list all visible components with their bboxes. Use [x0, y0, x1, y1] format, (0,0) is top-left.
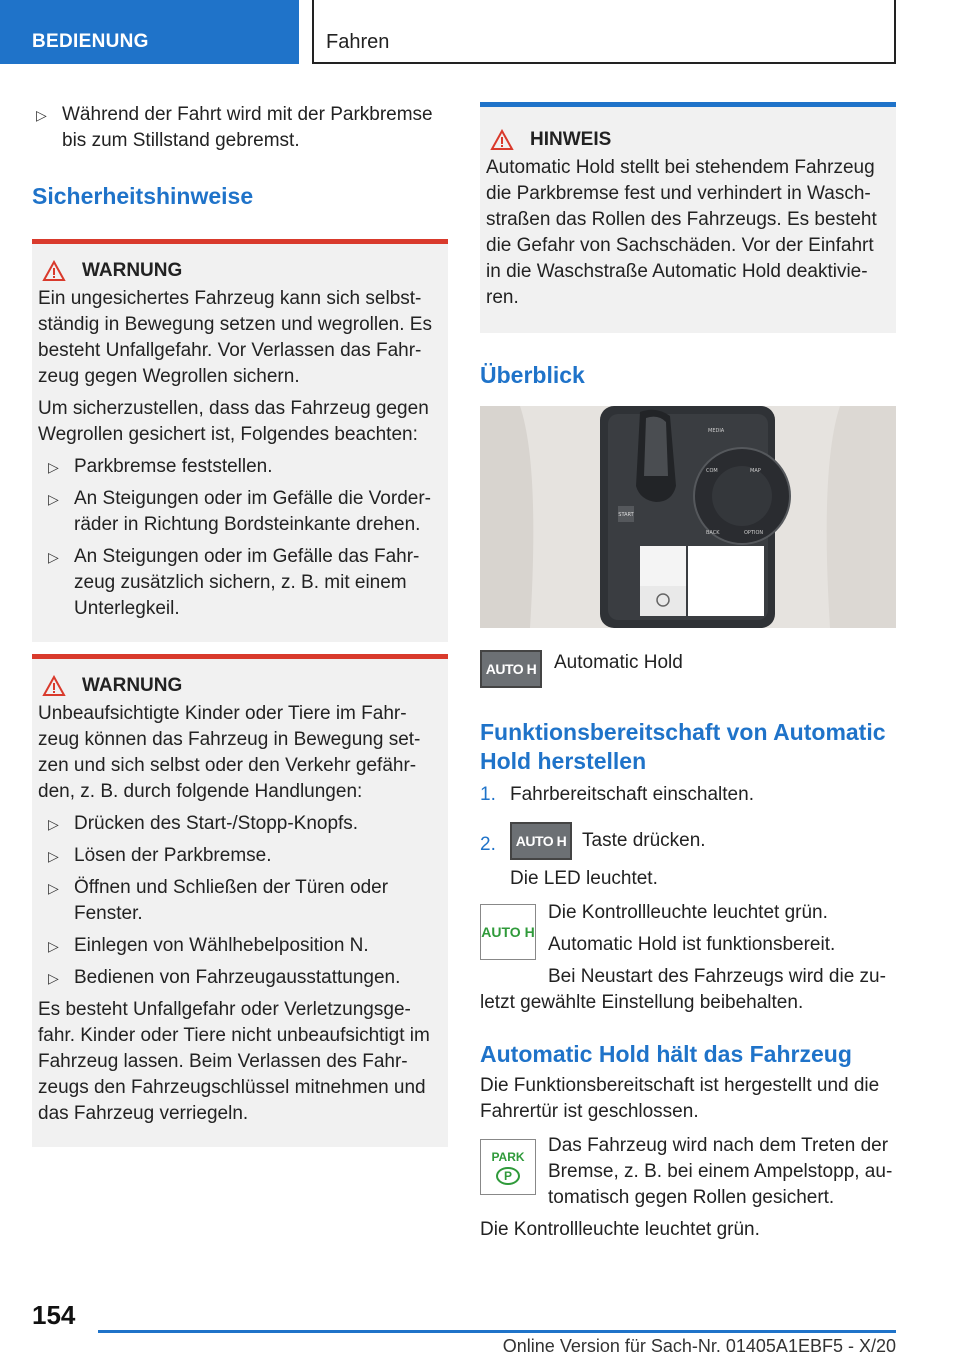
center-console-illustration — [480, 406, 896, 628]
warning-box — [32, 654, 448, 1147]
warning-text: Ein ungesichertes Fahrzeug kann sich selbst-ständig in Bewegung setzen und wegrollen. Es besteht Unfallgefahr. Vor Verlassen das Fahr-zeug gegen Wegrollen sichern. — [38, 288, 432, 387]
list-item: ▷ An Steigungen oder im Gefälle das Fahr-zeug zusätzlich sichern, z. B. mit einem Unterlegkeil. — [48, 546, 420, 619]
start-stop-label: START — [618, 512, 634, 518]
auto-hold-indicator-icon: AUTO H — [480, 904, 536, 960]
list-item: ▷ Öffnen und Schließen der Türen oder Fenster. — [48, 877, 389, 924]
warning-title: WARNUNG — [38, 258, 440, 284]
lamp-text-cont: letzt gewählte Einstellung beibehalten. — [480, 992, 804, 1013]
footer-text: Online Version für Sach-Nr. 01405A1EBF5 - X/20 — [502, 1336, 896, 1356]
list-item: ▷ Drücken des Start-/Stopp-Knopfs. — [38, 811, 440, 837]
com-label: COM — [706, 468, 718, 474]
ready-heading: Funktionsbereitschaft von Automatic Hold herstellen — [480, 719, 886, 774]
triangle-bullet-icon: ▷ — [48, 816, 59, 832]
back-label: BACK — [706, 530, 720, 536]
auto-hold-button-icon: AUTO H — [510, 822, 572, 860]
triangle-bullet-icon: ▷ — [48, 459, 59, 475]
step-item: 1. Fahrbereitschaft einschalten. — [480, 784, 754, 805]
triangle-bullet-icon: ▷ — [48, 880, 59, 896]
section-label: BEDIENUNG — [32, 31, 149, 52]
topic-label: Fahren — [326, 31, 390, 53]
note-text: Automatic Hold stellt bei stehendem Fahrzeug die Parkbremse fest und verhindert in Wasch-straßen das Rollen des Fahrzeugs. Es besteht die Gefahr von Sachschäden. Vor der Einfahrt in die Waschstraße Automatic Hold deaktivie-ren. — [486, 157, 877, 308]
list-item: ▷ Lösen der Parkbremse. — [38, 843, 440, 869]
auto-hold-button-icon: AUTO H — [480, 650, 542, 688]
left-column — [32, 102, 448, 1147]
section-heading: Sicherheitshinweise — [32, 183, 254, 209]
list-item: ▷ An Steigungen oder im Gefälle die Vorder-räder in Richtung Bordsteinkante drehen. — [48, 488, 431, 535]
triangle-bullet-icon: ▷ — [48, 848, 59, 864]
overview-heading: Überblick — [480, 362, 585, 388]
park-p-symbol: P — [496, 1167, 520, 1185]
list-item: ▷ Während der Fahrt wird mit der Parkbremse bis zum Stillstand gebremst. — [36, 104, 433, 151]
list-item: ▷ Parkbremse feststellen. — [38, 454, 440, 480]
triangle-bullet-icon: ▷ — [48, 549, 59, 565]
note-title: HINWEIS — [486, 127, 886, 153]
warning-triangle-icon — [490, 129, 514, 151]
hold-text: Die Kontrollleuchte leuchtet grün. — [480, 1219, 760, 1240]
center-console-photo — [480, 406, 896, 628]
list-item: ▷ Einlegen von Wählhebelposition N. — [38, 933, 440, 959]
triangle-bullet-icon: ▷ — [48, 491, 59, 507]
warning-text: Um sicherzustellen, dass das Fahrzeug gegen Wegrollen gesichert ist, Folgendes beachten: — [38, 398, 429, 445]
note-box — [480, 102, 896, 333]
map-label: MAP — [750, 468, 761, 474]
led-text: Die LED leuchtet. — [510, 868, 658, 889]
option-label: OPTION — [744, 530, 764, 536]
triangle-bullet-icon: ▷ — [48, 938, 59, 954]
triangle-bullet-icon: ▷ — [36, 107, 47, 123]
park-text: Das Fahrzeug wird nach dem Treten der Bremse, z. B. bei einem Ampelstopp, au-tomatisch gegen Rollen gesichert. — [548, 1135, 893, 1208]
media-label: MEDIA — [708, 428, 725, 434]
section-tab — [0, 0, 299, 64]
button-caption: Automatic Hold — [554, 652, 683, 673]
park-indicator-icon: PARK P — [480, 1139, 536, 1195]
hold-text: Die Funktionsbereitschaft ist hergestellt und die Fahrertür ist geschlossen. — [480, 1075, 880, 1122]
list-item: ▷ Bedienen von Fahrzeugausstattungen. — [38, 965, 440, 991]
hold-heading: Automatic Hold hält das Fahrzeug — [480, 1041, 852, 1067]
button-legend — [480, 650, 896, 688]
step-item: 2. AUTO H Taste drücken. — [480, 822, 896, 860]
warning-text: Unbeaufsichtigte Kinder oder Tiere im Fahr-zeug können das Fahrzeug in Bewegung set-zen und sich selbst oder den Verkehr gefähr-den, z. B. durch folgende Handlungen: — [38, 703, 421, 802]
lamp-text: Die Kontrollleuchte leuchtet grün. Automatic Hold ist funktionsbereit. Bei Neustart des Fahrzeugs wird die zu- — [548, 902, 886, 987]
park-block — [480, 1133, 896, 1211]
warning-triangle-icon — [42, 675, 66, 697]
warning-text: Es besteht Unfallgefahr oder Verletzungsge-fahr. Kinder oder Tiere nicht unbeaufsichtigt im Fahrzeug lassen. Beim Verlassen des Fahr-zeugs den Fahrzeugschlüssel mitnehmen und das Fahrzeug verriegeln. — [38, 999, 430, 1124]
right-column — [480, 102, 896, 1243]
page-number: 154 — [32, 1300, 76, 1330]
warning-triangle-icon — [42, 260, 66, 282]
triangle-bullet-icon: ▷ — [48, 970, 59, 986]
warning-title: WARNUNG — [38, 673, 440, 699]
warning-box — [32, 239, 448, 642]
topic-box — [312, 0, 896, 64]
lamp-block — [480, 900, 896, 990]
